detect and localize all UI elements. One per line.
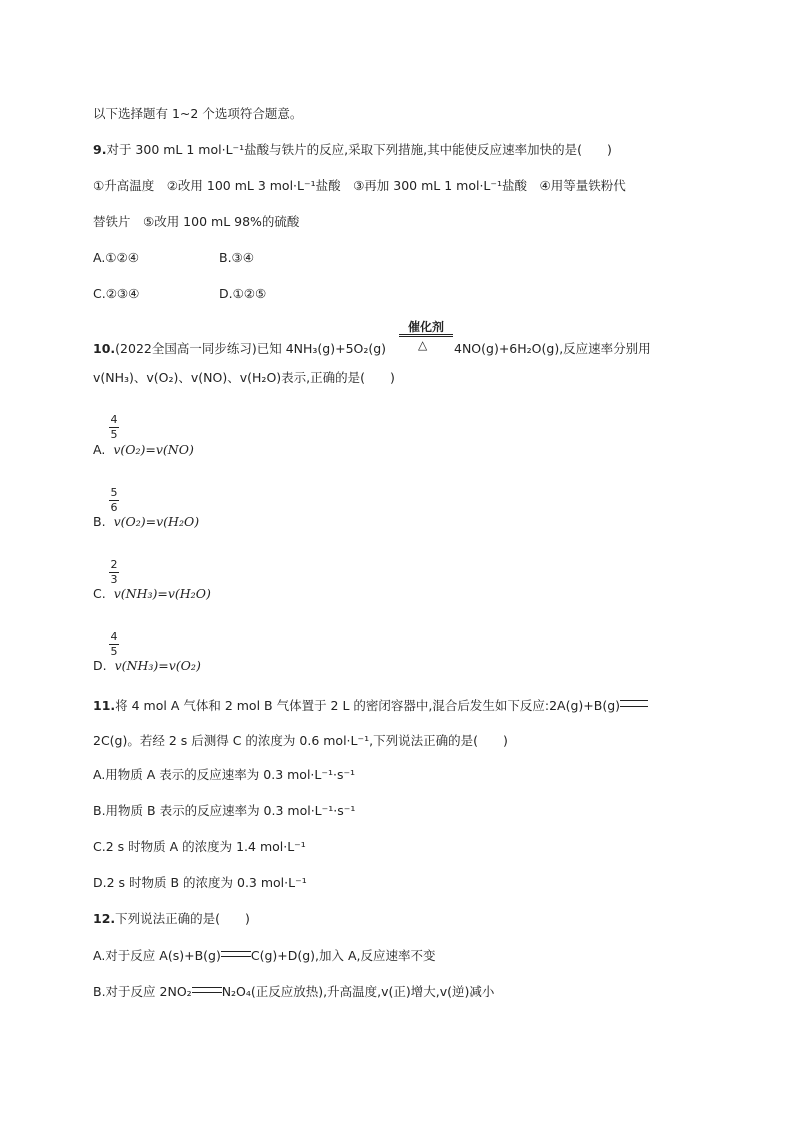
question-10-stem-line2: v(NH₃)、v(O₂)、v(NO)、v(H₂O)表示,正确的是( ) — [93, 370, 395, 385]
question-12-option-a — [93, 948, 436, 964]
question-11-stem-line1 — [93, 698, 648, 714]
option-letter: B. — [93, 514, 106, 529]
reaction-double-line — [399, 334, 453, 337]
question-10-option-b — [93, 514, 199, 530]
option-expression: v(NH₃)=v(O₂) — [114, 658, 201, 673]
option-a-fraction — [109, 414, 119, 441]
fraction-numerator: 2 — [110, 558, 118, 571]
fraction-denominator: 6 — [110, 501, 118, 514]
question-9-measures-line2: 替铁片 ⑤改用 100 mL 98%的硫酸 — [93, 214, 300, 229]
question-number: 10. — [93, 341, 116, 356]
option-expression: v(O₂)=v(H₂O) — [113, 514, 200, 529]
question-11-option-c: C.2 s 时物质 A 的浓度为 1.4 mol·L⁻¹ — [93, 839, 306, 854]
question-9-stem — [93, 142, 612, 158]
question-9-option-a: A.①②④ — [93, 250, 139, 265]
option-text-suffix: N₂O₄(正反应放热),升高温度,v(正)增大,v(逆)减小 — [221, 984, 495, 999]
question-10-stem — [93, 341, 386, 357]
question-9-option-c: C.②③④ — [93, 286, 140, 301]
question-12-stem — [93, 911, 250, 927]
question-9-measures-line1: ①升高温度 ②改用 100 mL 3 mol·L⁻¹盐酸 ③再加 300 mL 1 mol·L⁻¹盐酸 ④用等量铁粉代 — [93, 178, 626, 193]
question-11-option-a: A.用物质 A 表示的反应速率为 0.3 mol·L⁻¹·s⁻¹ — [93, 767, 356, 782]
question-text: 将 4 mol A 气体和 2 mol B 气体置于 2 L 的密闭容器中,混合后发生如下反应:2A(g)+B(g) — [115, 698, 621, 713]
fraction-numerator: 4 — [110, 413, 118, 426]
option-c-fraction — [109, 559, 119, 586]
fraction-numerator: 5 — [110, 486, 118, 499]
option-text-prefix: A.对于反应 A(s)+B(g) — [93, 948, 221, 963]
equilibrium-arrow — [221, 951, 251, 957]
option-d-fraction — [109, 631, 119, 658]
option-letter: A. — [93, 442, 106, 457]
question-10-option-d — [93, 658, 201, 674]
question-10-option-c — [93, 586, 211, 602]
question-text: 对于 300 mL 1 mol·L⁻¹盐酸与铁片的反应,采取下列措施,其中能使反应速率加快的是( ) — [106, 142, 612, 157]
fraction-denominator: 5 — [110, 428, 118, 441]
heat-symbol: △ — [418, 338, 428, 352]
option-expression: v(O₂)=v(NO) — [113, 442, 194, 457]
fraction-denominator: 3 — [110, 573, 118, 586]
section-intro: 以下选择题有 1~2 个选项符合题意。 — [93, 106, 303, 121]
option-b-fraction — [109, 487, 119, 514]
option-text-prefix: B.对于反应 2NO₂ — [93, 984, 192, 999]
question-10-option-a — [93, 442, 194, 458]
question-11-option-b: B.用物质 B 表示的反应速率为 0.3 mol·L⁻¹·s⁻¹ — [93, 803, 356, 818]
catalyst-label: 催化剂 — [407, 320, 444, 334]
option-letter: C. — [93, 586, 106, 601]
question-number: 9. — [93, 142, 107, 157]
question-text: 下列说法正确的是( ) — [115, 911, 250, 926]
question-9-option-d: D.①②⑤ — [219, 286, 267, 301]
question-number: 11. — [93, 698, 116, 713]
question-number: 12. — [93, 911, 116, 926]
question-10-stem-suffix: 4NO(g)+6H₂O(g),反应速率分别用 — [454, 341, 651, 356]
option-text-suffix: C(g)+D(g),加入 A,反应速率不变 — [250, 948, 436, 963]
question-11-option-d: D.2 s 时物质 B 的浓度为 0.3 mol·L⁻¹ — [93, 875, 307, 890]
question-9-option-b: B.③④ — [219, 250, 254, 265]
option-letter: D. — [93, 658, 107, 673]
question-12-option-b — [93, 984, 494, 1000]
option-expression: v(NH₃)=v(H₂O) — [113, 586, 211, 601]
fraction-denominator: 5 — [110, 645, 118, 658]
equilibrium-arrow — [620, 700, 648, 707]
equilibrium-arrow — [192, 987, 222, 993]
fraction-numerator: 4 — [110, 630, 118, 643]
question-11-stem-line2: 2C(g)。若经 2 s 后测得 C 的浓度为 0.6 mol·L⁻¹,下列说法正确的是( ) — [93, 733, 508, 748]
question-text-prefix: (2022全国高一同步练习)已知 4NH₃(g)+5O₂(g) — [115, 341, 387, 356]
